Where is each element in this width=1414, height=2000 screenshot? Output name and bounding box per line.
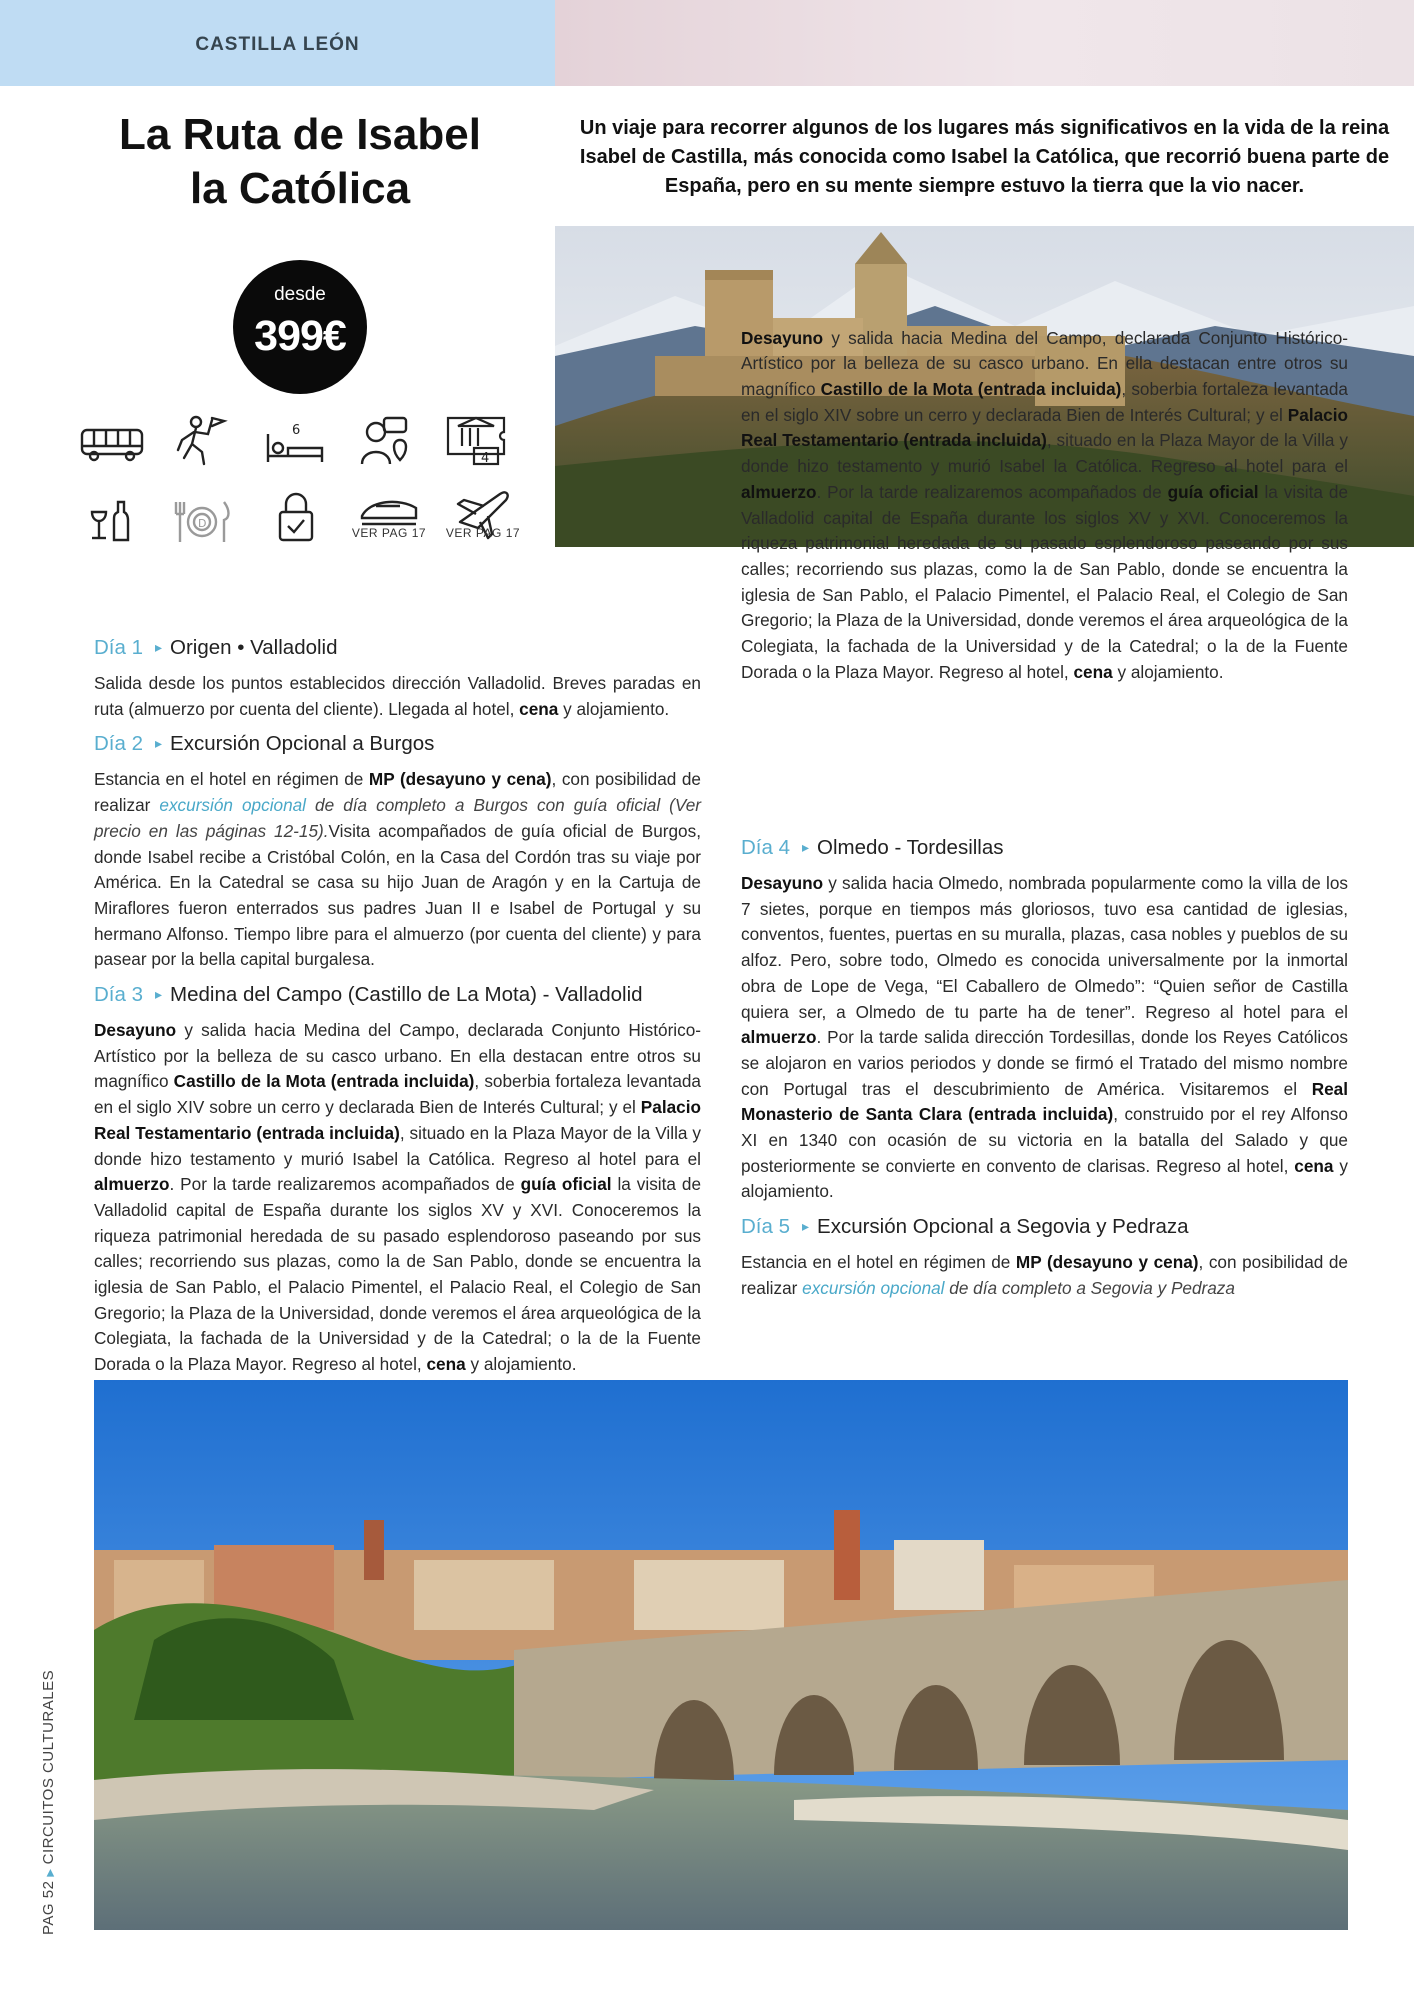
title-line-1: La Ruta de Isabel xyxy=(119,110,481,159)
price-badge xyxy=(233,260,367,394)
triangle-right-icon: ▶ xyxy=(45,1868,56,1877)
tickets-count: 4 xyxy=(481,451,490,466)
day4-title: Olmedo - Tordesillas xyxy=(817,836,1004,859)
day1-number: Día 1 xyxy=(94,636,143,659)
intro-text xyxy=(555,114,1414,201)
intro-line-1: Un viaje para recorrer algunos de los lugares más significativos en la vida de la reina xyxy=(579,117,1390,139)
day3-number: Día 3 xyxy=(94,983,143,1007)
right-column xyxy=(741,836,1348,1312)
intro-line-3: España, pero en su mente siempre estuvo la tierra que la vio nacer. xyxy=(664,175,1305,197)
optional-excursion-link: excursión opcional xyxy=(802,1277,945,1298)
page-footer xyxy=(40,1670,57,1935)
day4-text: Desayuno y salida hacia Olmedo, nombrada popularmente como la villa de los 7 sietes, porque en tiempos más gloriosos, tuvo esa cantidad de iglesias, conventos, fuentes, puertas en su muralla, plazas, casa nobles y pueblos de su alfoz. Pero, sobre todo, Olmedo es conocida universalmente por la inmortal obra de Lope de Vega, “El Caballero de Olmedo”: “Quien señor de Castilla quiera ser, a Olmedo de tu parte ha de tener”. Regreso al hotel para el almuerzo. Por la tarde salida dirección Tordesillas, donde los Reyes Católicos se alojaron en varios periodos y donde se firmó el Tratado del mismo nombre con Portugal tras el descubrimiento de América. Visitaremos el Real Monasterio de Santa Clara (entrada incluida), construido por el rey Alfonso XI en 1340 con ocasión de su victoria en la batalla del Salado y que posteriormente se convierte en convento de clarisas. Regreso al hotel, cena y alojamiento. xyxy=(741,873,1348,1202)
day1-text: Salida desde los puntos establecidos dirección Valladolid. Breves paradas en ruta (almuerzo por cuenta del cliente). Llegada al hotel, cena y alojamiento. xyxy=(94,673,701,719)
price-label: desde xyxy=(274,284,326,305)
day3-text: Desayuno y salida hacia Medina del Campo, declarada Conjunto Histórico-Artístico por la belleza de su casco urbano. En ella destacan entre otros su magnífico Castillo de la Mota (entrada incluida), soberbia fortaleza levantada en el siglo XIV sobre un cerro y declarada Bien de Interés Cultural; y el Palacio Real Testamentario (entrada incluida), situado en la Plaza Mayor de la Villa y donde hizo testamento y murió Isabel la Católica. Regreso al hotel para el almuerzo. Por la tarde realizaremos acompañados de guía oficial la visita de Valladolid capital de España durante los siglos XV y XVI. Conoceremos la riqueza patrimonial heredada de su pasado esplendoroso paseando por sus calles; recorriendo sus plazas, como la de San Pablo, donde se encuentra la iglesia de San Pablo, el Palacio Pimentel, el Palacio Real, el Colegio de San Gregorio; la Plaza de la Universidad, donde veremos el área arqueológica de la Colegiata, la fachada de la Universidad y de la Catedral; o la de la Fuente Dorada o la Plaza Mayor. Regreso al hotel, cena y alojamiento. xyxy=(94,1020,701,1375)
monument-ticket-icon xyxy=(444,412,512,468)
day2-heading xyxy=(94,732,701,757)
hotel-nights-count: 6 xyxy=(292,423,301,438)
day3-continuation xyxy=(741,327,1348,830)
day4-heading xyxy=(741,836,1348,861)
chevron-right-icon: ▸ xyxy=(155,735,163,752)
cutlery-plate-icon xyxy=(168,494,236,550)
section-name: CIRCUITOS CULTURALES xyxy=(40,1669,57,1865)
day2-title: Excursión Opcional a Burgos xyxy=(170,732,435,756)
price-amount: 399€ xyxy=(254,312,346,360)
day5-title: Excursión Opcional a Segovia y Pedraza xyxy=(817,1215,1189,1239)
guide-flag-icon xyxy=(168,412,236,468)
svg-text:D: D xyxy=(198,517,207,530)
bed-icon xyxy=(262,416,330,472)
plane-note: VER PAG 17 xyxy=(445,526,521,540)
day5-text: Estancia en el hotel en régimen de MP (desayuno y cena), con posibilidad de realizar excursión opcional de día completo a Segovia y Pedraza xyxy=(741,1252,1348,1298)
left-column xyxy=(94,636,701,1375)
chevron-right-icon: ▸ xyxy=(802,1218,810,1235)
day2-text: Estancia en el hotel en régimen de MP (desayuno y cena), con posibilidad de realizar excursión opcional de día completo a Burgos con guía oficial (Ver precio en las páginas 12-15).Visita acompañados de guía oficial de Burgos, donde Isabel recibe a Cristóbal Colón, en la Casa del Cordón tras su viaje por América. En la Catedral se casa su hijo Juan de Aragón y en la Cartuja de Miraflores fueron enterrados sus padres Juan II e Isabel de Portugal y su hermano Alfonso. Tiempo libre para el almuerzo (por cuenta del cliente) y para pasear por la bella capital burgalesa. xyxy=(94,769,701,970)
intro-line-2: Isabel de Castilla, más conocida como Isabel la Católica, que recorrió buena parte de xyxy=(579,146,1390,168)
wine-icon xyxy=(78,494,146,550)
chevron-right-icon: ▸ xyxy=(155,639,163,655)
day1-heading xyxy=(94,636,701,661)
day3-title: Medina del Campo (Castillo de La Mota) - Valladolid xyxy=(170,983,643,1007)
day3-heading xyxy=(94,983,701,1008)
day1-title: Origen • Valladolid xyxy=(170,636,338,659)
day5-heading xyxy=(741,1215,1348,1240)
day3-text-continued: Desayuno y salida hacia Medina del Campo, declarada Conjunto Histórico-Artístico por la belleza de su casco urbano. En ella destacan entre otros su magnífico Castillo de la Mota (entrada incluida), soberbia fortaleza levantada en el siglo XIV sobre un cerro y declarada Bien de Interés Cultural; y el Palacio Real Testamentario (entrada incluida), situado en la Plaza Mayor de la Villa y donde hizo testamento y murió Isabel la Católica. Regreso al hotel para el almuerzo. Por la tarde realizaremos acompañados de guía oficial la visita de Valladolid capital de España durante los siglos XV y XVI. Conoceremos la riqueza patrimonial heredada de su pasado esplendoroso paseando por sus calles; recorriendo sus plazas, como la de San Pablo, donde se encuentra la iglesia de San Pablo, el Palacio Pimentel, el Palacio Real, el Colegio de San Gregorio; la Plaza de la Universidad, donde veremos el área arqueológica de la Colegiata, la fachada de la Universidad y de la Catedral; o la de la Fuente Dorada o la Plaza Mayor. Regreso al hotel, cena y alojamiento. xyxy=(741,327,1348,682)
region-label: CASTILLA LEÓN xyxy=(195,34,360,55)
bus-icon xyxy=(78,416,146,472)
chevron-right-icon: ▸ xyxy=(155,986,163,1003)
day2-number: Día 2 xyxy=(94,732,143,756)
day5-number: Día 5 xyxy=(741,1215,790,1239)
optional-excursion-link: excursión opcional xyxy=(159,795,307,816)
guide-person-icon xyxy=(352,412,420,468)
title-line-2: la Católica xyxy=(189,164,411,213)
page-title xyxy=(90,108,510,216)
page-number: PAG 52 xyxy=(40,1880,57,1935)
train-note: VER PAG 17 xyxy=(351,526,427,540)
day4-number: Día 4 xyxy=(741,836,790,859)
hero-sky-strip xyxy=(555,0,1414,86)
tordesillas-bridge-photo xyxy=(94,1380,1348,1930)
chevron-right-icon: ▸ xyxy=(802,839,810,855)
lock-check-icon xyxy=(262,490,330,546)
